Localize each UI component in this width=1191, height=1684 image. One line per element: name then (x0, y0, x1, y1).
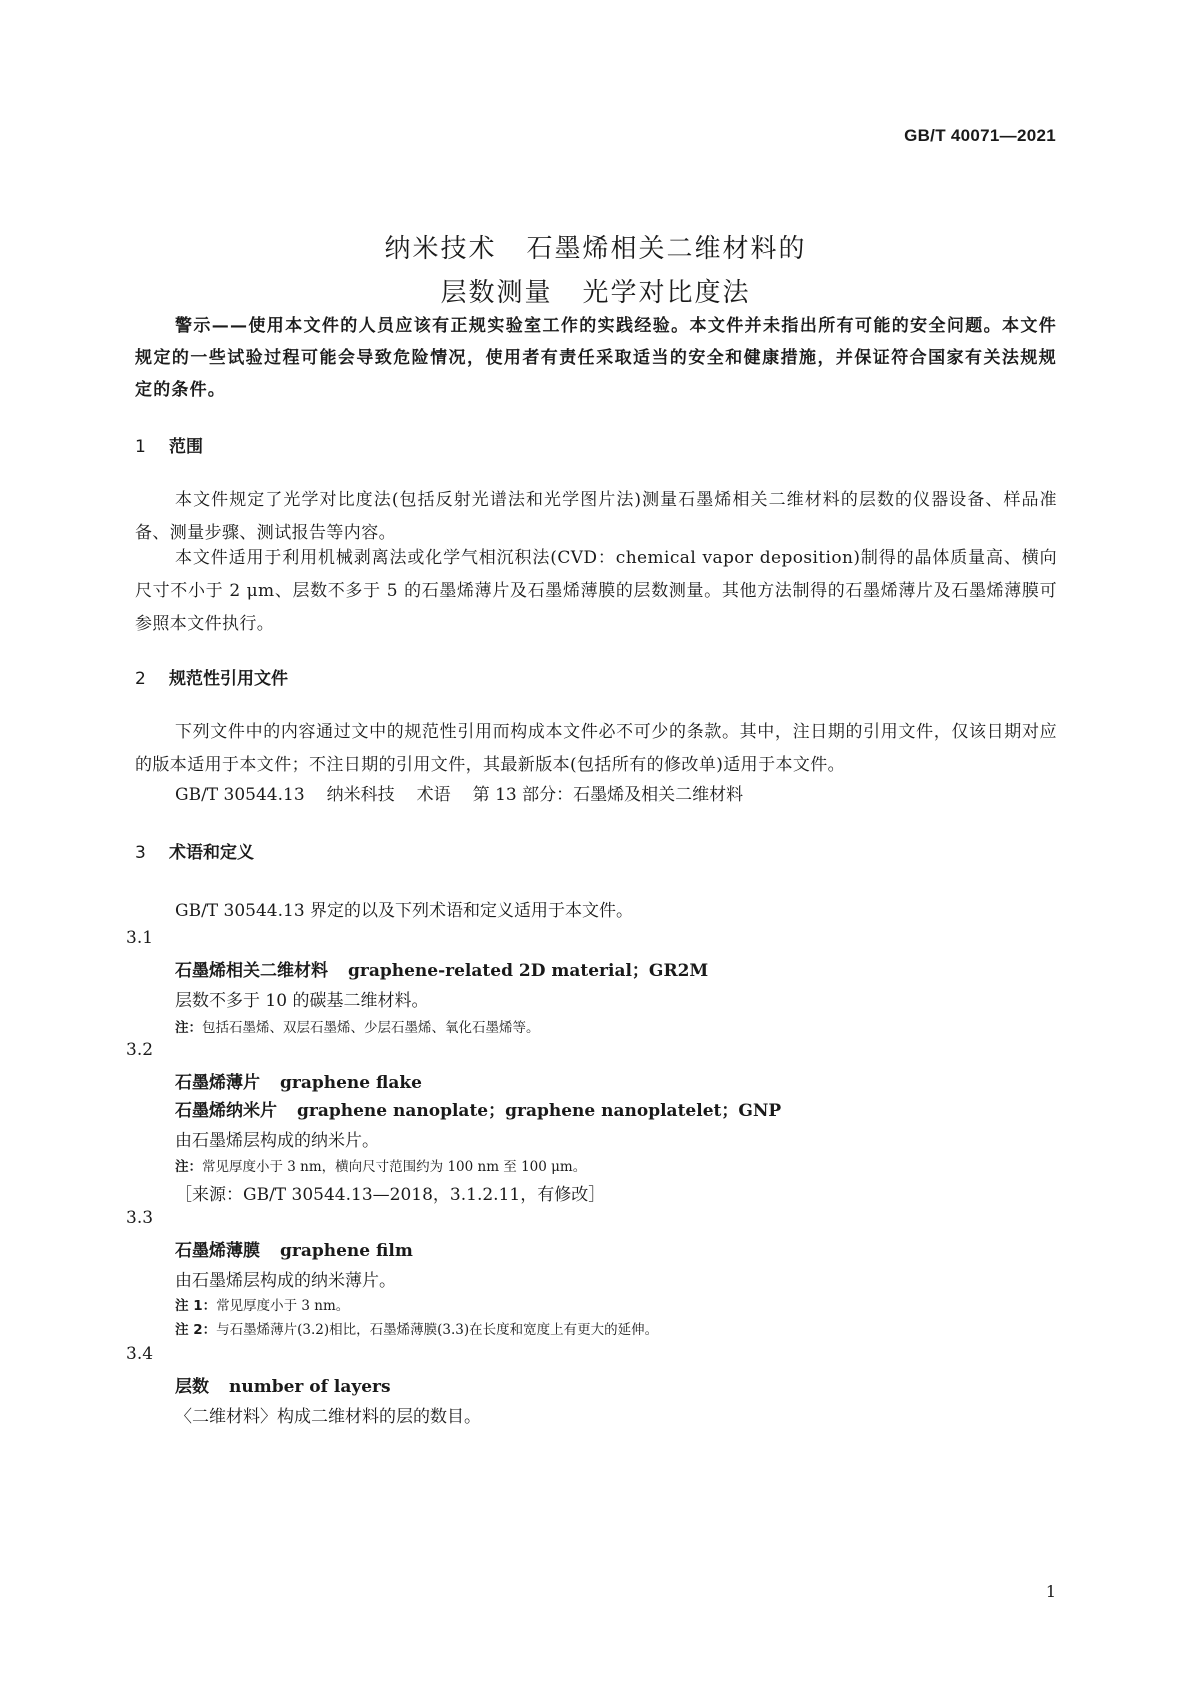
section-heading-1 (135, 432, 203, 457)
page-number: 1 (1045, 1582, 1056, 1601)
term-number: 3.1 (126, 928, 154, 948)
reference-title-part: 术语 (416, 785, 451, 805)
section-number: 2 (135, 669, 146, 689)
reference-entry (175, 780, 743, 805)
term-note-2 (175, 1318, 658, 1338)
document-code: GB/T 40071—2021 (904, 126, 1056, 145)
term-entry (175, 956, 708, 981)
document-title-line-1 (0, 228, 1191, 265)
term-definition: 〈二维材料〉构成二维材料的层的数目。 (175, 1407, 481, 1427)
term-entry-alt (175, 1096, 781, 1121)
term-number: 3.3 (126, 1208, 154, 1228)
section-number: 3 (135, 843, 146, 863)
term-zh: 石墨烯相关二维材料 (175, 961, 328, 981)
term-number: 3.4 (126, 1344, 154, 1364)
term-note-1 (175, 1294, 349, 1314)
note-text: 常见厚度小于 3 nm。 (216, 1298, 350, 1314)
term-zh: 层数 (175, 1377, 209, 1397)
term-definition: 层数不多于 10 的碳基二维材料。 (175, 991, 429, 1011)
reference-title-part: 第 13 部分：石墨烯及相关二维材料 (472, 785, 744, 805)
reference-code: GB/T 30544.13 (175, 785, 305, 805)
title-part: 石墨烯相关二维材料的 (526, 234, 807, 264)
term-source: ［来源：GB/T 30544.13—2018，3.1.2.11，有修改］ (175, 1185, 606, 1205)
section-title: 范围 (169, 437, 203, 457)
reference-title-part: 纳米科技 (326, 785, 395, 805)
term-zh: 石墨烯薄膜 (175, 1241, 260, 1261)
term-en: graphene nanoplate；graphene nanoplatelet；GNP (297, 1101, 782, 1121)
title-part: 层数测量 (440, 278, 553, 308)
note-text: 与石墨烯薄片(3.2)相比，石墨烯薄膜(3.3)在长度和宽度上有更大的延伸。 (216, 1322, 659, 1338)
scope-paragraph-1: 本文件规定了光学对比度法(包括反射光谱法和光学图片法)测量石墨烯相关二维材料的层数的仪器设备、样品准备、测量步骤、测试报告等内容。 (135, 490, 1057, 543)
note-text: 常见厚度小于 3 nm，横向尺寸范围约为 100 nm 至 100 μm。 (202, 1159, 587, 1175)
section-title: 术语和定义 (169, 843, 254, 863)
note-label: 注 1： (175, 1298, 217, 1314)
section-heading-2 (135, 664, 288, 689)
section-heading-3 (135, 838, 254, 863)
term-entry (175, 1372, 391, 1397)
term-en: graphene film (280, 1241, 413, 1261)
section-number: 1 (135, 437, 146, 457)
term-entry (175, 1236, 413, 1261)
scope-paragraph-2: 本文件适用于利用机械剥离法或化学气相沉积法(CVD：chemical vapor deposition)制得的晶体质量高、横向尺寸不小于 2 μm、层数不多于 5 的石墨烯薄片及石墨烯薄膜的层数测量。其他方法制得的石墨烯薄片及石墨烯薄膜可参照本文件执行。 (135, 548, 1057, 634)
note-text: 包括石墨烯、双层石墨烯、少层石墨烯、氧化石墨烯等。 (202, 1020, 540, 1036)
section-title: 规范性引用文件 (169, 669, 288, 689)
term-note (175, 1155, 586, 1175)
normative-references-paragraph: 下列文件中的内容通过文中的规范性引用而构成本文件必不可少的条款。其中，注日期的引用文件，仅该日期对应的版本适用于本文件；不注日期的引用文件，其最新版本(包括所有的修改单)适用于本文件。 (135, 722, 1057, 775)
title-part: 纳米技术 (384, 234, 497, 264)
term-en: number of layers (229, 1377, 391, 1397)
terms-intro: GB/T 30544.13 界定的以及下列术语和定义适用于本文件。 (175, 901, 634, 921)
title-part: 光学对比度法 (582, 278, 751, 308)
note-label: 注： (175, 1159, 202, 1175)
note-label: 注： (175, 1020, 202, 1036)
document-title-line-2 (0, 272, 1191, 309)
term-entry (175, 1068, 422, 1093)
term-number: 3.2 (126, 1040, 154, 1060)
term-en: graphene flake (280, 1073, 422, 1093)
safety-warning: 警示——使用本文件的人员应该有正规实验室工作的实践经验。本文件并未指出所有可能的安全问题。本文件规定的一些试验过程可能会导致危险情况，使用者有责任采取适当的安全和健康措施，并保证符合国家有关法规规定的条件。 (135, 316, 1057, 400)
term-note (175, 1016, 540, 1036)
term-zh: 石墨烯纳米片 (175, 1101, 277, 1121)
term-definition: 由石墨烯层构成的纳米薄片。 (175, 1271, 396, 1291)
term-zh: 石墨烯薄片 (175, 1073, 260, 1093)
note-label: 注 2： (175, 1322, 217, 1338)
term-definition: 由石墨烯层构成的纳米片。 (175, 1131, 379, 1151)
term-en: graphene-related 2D material；GR2M (348, 961, 709, 981)
